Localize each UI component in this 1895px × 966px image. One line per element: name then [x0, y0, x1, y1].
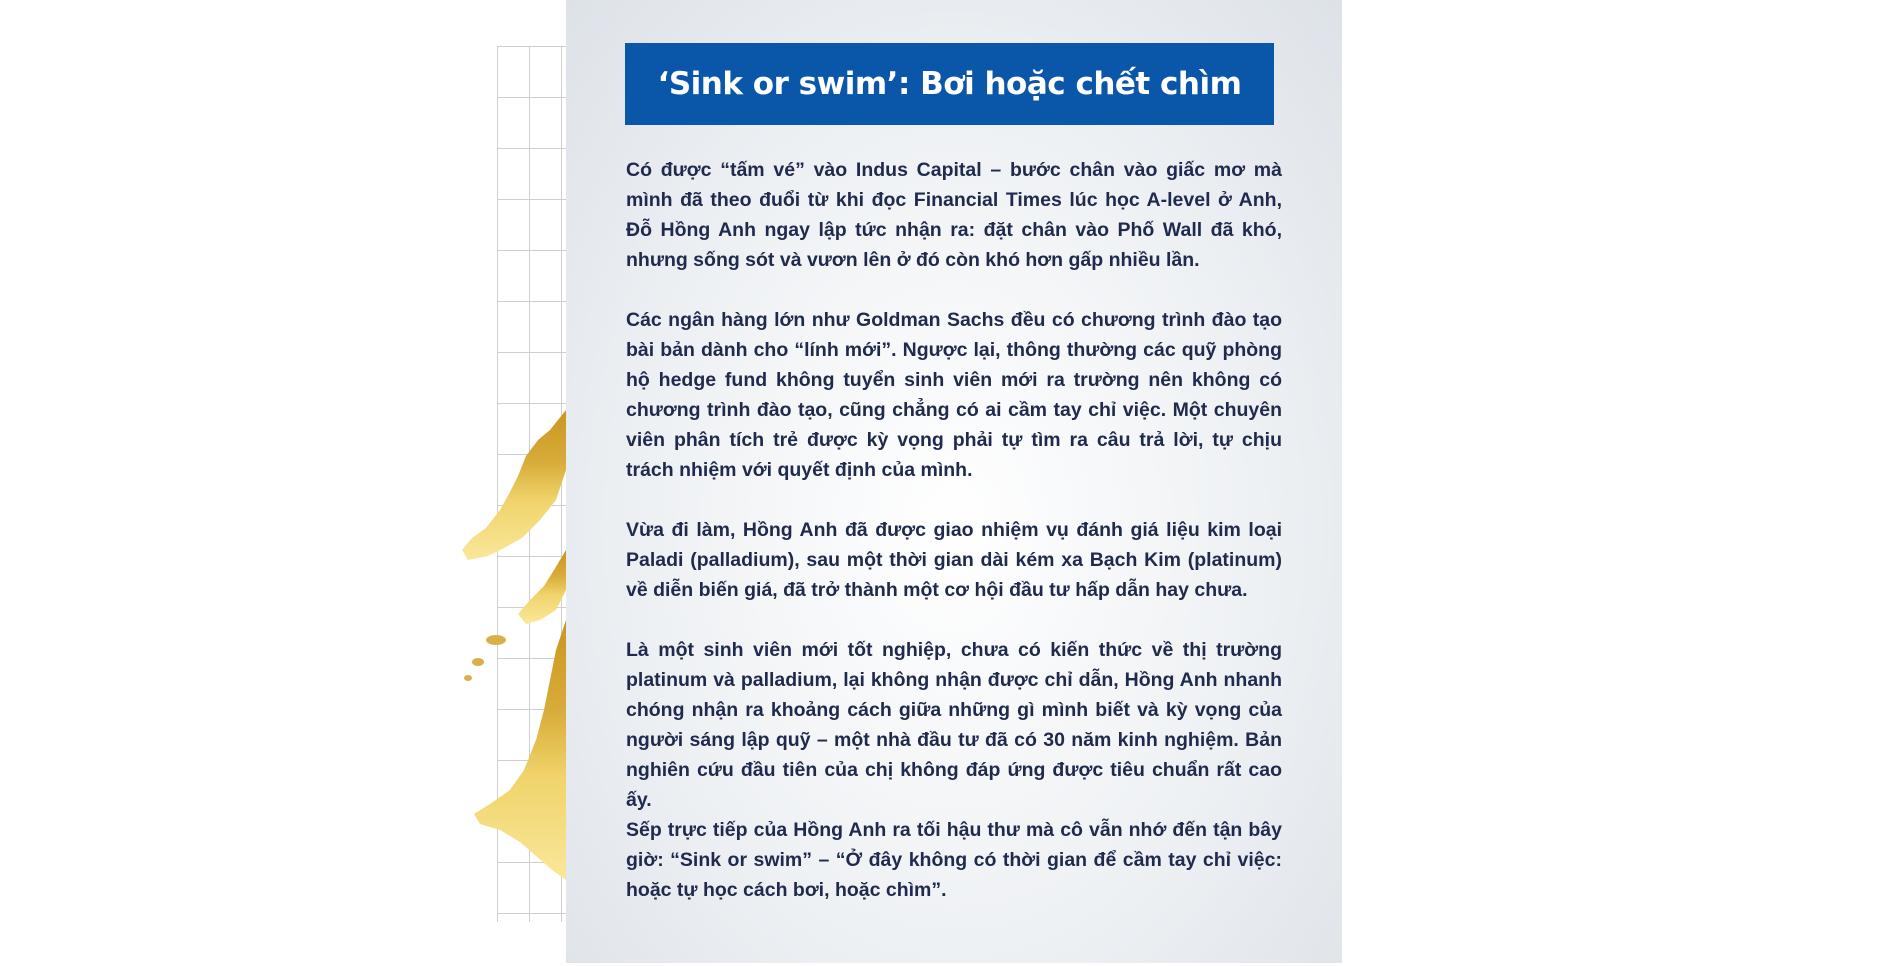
section-title: ‘Sink or swim’: Bơi hoặc chết chìm [657, 66, 1242, 102]
article-card [566, 0, 1342, 963]
paragraph-1: Có được “tấm vé” vào Indus Capital – bước chân vào giấc mơ mà mình đã theo đuổi từ khi đọc Financial Times lúc học A-level ở Anh, Đỗ Hồng Anh ngay lập tức nhận ra: đặt chân vào Phố Wall đã khó, nhưng sống sót và vươn lên ở đó còn khó hơn gấp nhiều lần. [626, 159, 1282, 271]
paragraph-5: Sếp trực tiếp của Hồng Anh ra tối hậu thư mà cô vẫn nhớ đến tận bây giờ: “Sink or swim” – “Ở đây không có thời gian để cầm tay chỉ việc: hoặc tự học cách bơi, hoặc chìm”. [626, 819, 1282, 901]
paragraph-2: Các ngân hàng lớn như Goldman Sachs đều có chương trình đào tạo bài bản dành cho “lính mới”. Ngược lại, thông thường các quỹ phòng hộ hedge fund không tuyển sinh viên mới ra trường nên không có chương trình đào tạo, cũng chẳng có ai cầm tay chỉ việc. Một chuyên viên phân tích trẻ được kỳ vọng phải tự tìm ra câu trả lời, tự chịu trách nhiệm với quyết định của mình. [626, 309, 1282, 481]
article-body [626, 155, 1282, 905]
section-title-bar [625, 43, 1274, 125]
paragraph-3: Vừa đi làm, Hồng Anh đã được giao nhiệm vụ đánh giá liệu kim loại Paladi (palladium), sau một thời gian dài kém xa Bạch Kim (platinum) về diễn biến giá, đã trở thành một cơ hội đầu tư hấp dẫn hay chưa. [626, 519, 1282, 601]
gold-paint-splash-decoration [460, 410, 580, 880]
paragraph-4: Là một sinh viên mới tốt nghiệp, chưa có kiến thức về thị trường platinum và palladium, lại không nhận được chỉ dẫn, Hồng Anh nhanh chóng nhận ra khoảng cách giữa những gì mình biết và kỳ vọng của người sáng lập quỹ – một nhà đầu tư đã có 30 năm kinh nghiệm. Bản nghiên cứu đầu tiên của chị không đáp ứng được tiêu chuẩn rất cao ấy. [626, 639, 1282, 811]
